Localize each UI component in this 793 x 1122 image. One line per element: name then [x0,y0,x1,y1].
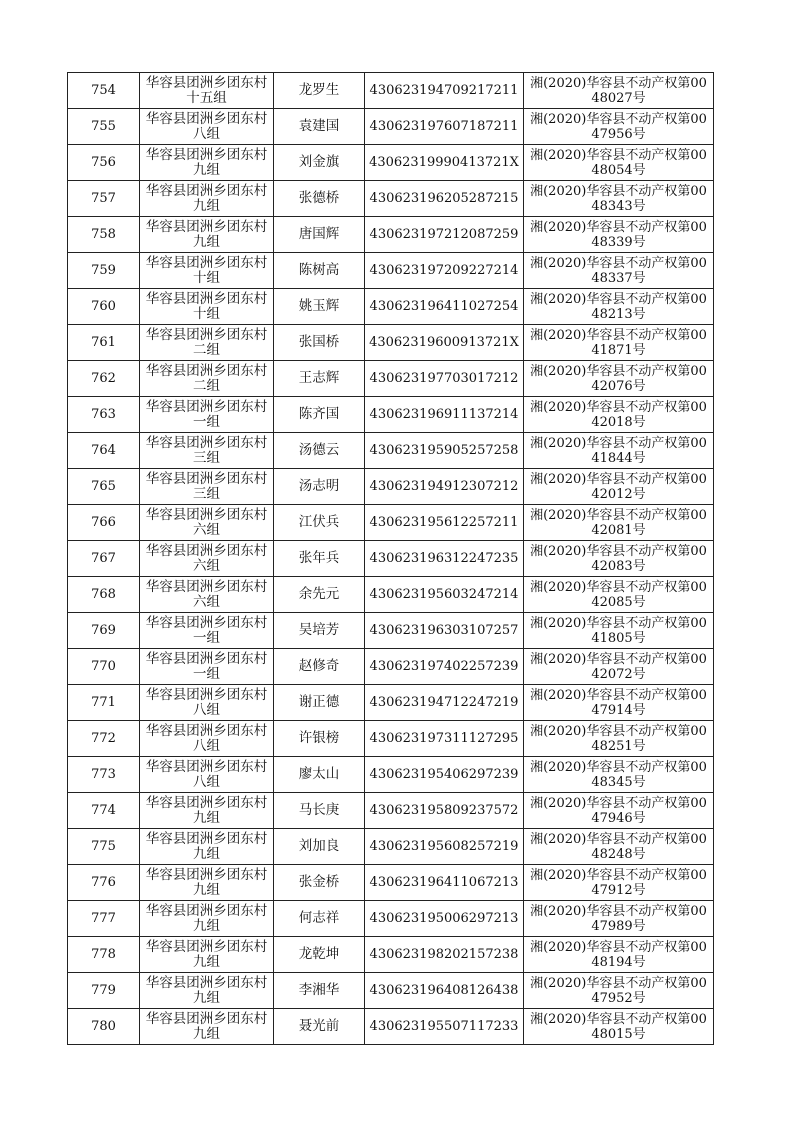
certificate-cell: 湘(2020)华容县不动产权第0042081号 [524,505,714,541]
certificate-cell: 湘(2020)华容县不动产权第0047914号 [524,685,714,721]
certificate-cell: 湘(2020)华容县不动产权第0042085号 [524,577,714,613]
table-row [68,217,714,253]
owner-name-cell: 陈齐国 [274,397,365,433]
id-number-cell: 430623195006297213 [365,901,524,937]
id-number-cell: 430623195507117233 [365,1009,524,1045]
certificate-cell: 湘(2020)华容县不动产权第0047952号 [524,973,714,1009]
row-number: 768 [68,577,140,613]
table-row [68,469,714,505]
id-number-cell: 430623195612257211 [365,505,524,541]
id-number-cell: 430623196303107257 [365,613,524,649]
certificate-cell: 湘(2020)华容县不动产权第0048027号 [524,73,714,109]
table-row [68,505,714,541]
row-number: 765 [68,469,140,505]
address-cell: 华容县团洲乡团东村九组 [140,865,274,901]
owner-name-cell: 汤志明 [274,469,365,505]
owner-name-cell: 何志祥 [274,901,365,937]
address-cell: 华容县团洲乡团东村十组 [140,253,274,289]
row-number: 757 [68,181,140,217]
row-number: 779 [68,973,140,1009]
certificate-cell: 湘(2020)华容县不动产权第0042083号 [524,541,714,577]
id-number-cell: 430623195603247214 [365,577,524,613]
row-number: 754 [68,73,140,109]
table-row [68,1009,714,1045]
table-row [68,829,714,865]
id-number-cell: 430623195809237572 [365,793,524,829]
row-number: 758 [68,217,140,253]
owner-name-cell: 张德桥 [274,181,365,217]
row-number: 755 [68,109,140,145]
table-row [68,433,714,469]
id-number-cell: 430623197209227214 [365,253,524,289]
id-number-cell: 430623198202157238 [365,937,524,973]
table-row [68,325,714,361]
id-number-cell: 430623194709217211 [365,73,524,109]
table-body [68,73,714,1045]
table-row [68,793,714,829]
owner-name-cell: 李湘华 [274,973,365,1009]
id-number-cell: 43062319990413721X [365,145,524,181]
row-number: 762 [68,361,140,397]
table-row [68,289,714,325]
row-number: 756 [68,145,140,181]
certificate-cell: 湘(2020)华容县不动产权第0048248号 [524,829,714,865]
address-cell: 华容县团洲乡团东村六组 [140,577,274,613]
address-cell: 华容县团洲乡团东村九组 [140,937,274,973]
certificate-cell: 湘(2020)华容县不动产权第0048213号 [524,289,714,325]
row-number: 766 [68,505,140,541]
row-number: 777 [68,901,140,937]
owner-name-cell: 唐国辉 [274,217,365,253]
row-number: 780 [68,1009,140,1045]
row-number: 760 [68,289,140,325]
certificate-cell: 湘(2020)华容县不动产权第0048015号 [524,1009,714,1045]
owner-name-cell: 赵修奇 [274,649,365,685]
row-number: 767 [68,541,140,577]
table-row [68,397,714,433]
address-cell: 华容县团洲乡团东村六组 [140,541,274,577]
row-number: 763 [68,397,140,433]
address-cell: 华容县团洲乡团东村八组 [140,685,274,721]
owner-name-cell: 张国桥 [274,325,365,361]
address-cell: 华容县团洲乡团东村二组 [140,325,274,361]
address-cell: 华容县团洲乡团东村八组 [140,109,274,145]
table-row [68,541,714,577]
row-number: 772 [68,721,140,757]
id-number-cell: 430623195406297239 [365,757,524,793]
certificate-cell: 湘(2020)华容县不动产权第0048345号 [524,757,714,793]
address-cell: 华容县团洲乡团东村八组 [140,721,274,757]
owner-name-cell: 袁建国 [274,109,365,145]
id-number-cell: 430623196408126438 [365,973,524,1009]
id-number-cell: 430623195608257219 [365,829,524,865]
table-row [68,145,714,181]
address-cell: 华容县团洲乡团东村一组 [140,613,274,649]
address-cell: 华容县团洲乡团东村八组 [140,757,274,793]
certificate-cell: 湘(2020)华容县不动产权第0047912号 [524,865,714,901]
registration-table [67,72,714,1045]
owner-name-cell: 聂光前 [274,1009,365,1045]
address-cell: 华容县团洲乡团东村六组 [140,505,274,541]
certificate-cell: 湘(2020)华容县不动产权第0048339号 [524,217,714,253]
id-number-cell: 430623194912307212 [365,469,524,505]
table-row [68,973,714,1009]
certificate-cell: 湘(2020)华容县不动产权第0047956号 [524,109,714,145]
owner-name-cell: 张金桥 [274,865,365,901]
owner-name-cell: 姚玉辉 [274,289,365,325]
owner-name-cell: 吴培芳 [274,613,365,649]
id-number-cell: 430623194712247219 [365,685,524,721]
id-number-cell: 430623196911137214 [365,397,524,433]
row-number: 771 [68,685,140,721]
row-number: 773 [68,757,140,793]
table-row [68,253,714,289]
certificate-cell: 湘(2020)华容县不动产权第0042072号 [524,649,714,685]
certificate-cell: 湘(2020)华容县不动产权第0047946号 [524,793,714,829]
certificate-cell: 湘(2020)华容县不动产权第0048194号 [524,937,714,973]
owner-name-cell: 王志辉 [274,361,365,397]
address-cell: 华容县团洲乡团东村三组 [140,469,274,505]
id-number-cell: 430623197311127295 [365,721,524,757]
owner-name-cell: 龙乾坤 [274,937,365,973]
table-row [68,685,714,721]
row-number: 759 [68,253,140,289]
row-number: 774 [68,793,140,829]
address-cell: 华容县团洲乡团东村九组 [140,181,274,217]
owner-name-cell: 刘加良 [274,829,365,865]
address-cell: 华容县团洲乡团东村三组 [140,433,274,469]
table-row [68,721,714,757]
id-number-cell: 430623196411067213 [365,865,524,901]
row-number: 776 [68,865,140,901]
row-number: 775 [68,829,140,865]
address-cell: 华容县团洲乡团东村九组 [140,793,274,829]
table-row [68,613,714,649]
table-row [68,361,714,397]
address-cell: 华容县团洲乡团东村一组 [140,649,274,685]
address-cell: 华容县团洲乡团东村九组 [140,217,274,253]
address-cell: 华容县团洲乡团东村一组 [140,397,274,433]
certificate-cell: 湘(2020)华容县不动产权第0048251号 [524,721,714,757]
table-row [68,73,714,109]
table-row [68,757,714,793]
owner-name-cell: 刘金旗 [274,145,365,181]
table-row [68,865,714,901]
id-number-cell: 430623196205287215 [365,181,524,217]
row-number: 761 [68,325,140,361]
owner-name-cell: 余先元 [274,577,365,613]
owner-name-cell: 廖太山 [274,757,365,793]
table-row [68,109,714,145]
certificate-cell: 湘(2020)华容县不动产权第0042012号 [524,469,714,505]
id-number-cell: 430623196411027254 [365,289,524,325]
table-row [68,649,714,685]
table-row [68,577,714,613]
id-number-cell: 43062319600913721X [365,325,524,361]
address-cell: 华容县团洲乡团东村十五组 [140,73,274,109]
table-row [68,181,714,217]
certificate-cell: 湘(2020)华容县不动产权第0048343号 [524,181,714,217]
certificate-cell: 湘(2020)华容县不动产权第0041871号 [524,325,714,361]
row-number: 770 [68,649,140,685]
certificate-cell: 湘(2020)华容县不动产权第0041844号 [524,433,714,469]
owner-name-cell: 谢正德 [274,685,365,721]
address-cell: 华容县团洲乡团东村九组 [140,829,274,865]
certificate-cell: 湘(2020)华容县不动产权第0047989号 [524,901,714,937]
id-number-cell: 430623197607187211 [365,109,524,145]
owner-name-cell: 汤德云 [274,433,365,469]
owner-name-cell: 龙罗生 [274,73,365,109]
row-number: 769 [68,613,140,649]
address-cell: 华容县团洲乡团东村九组 [140,973,274,1009]
address-cell: 华容县团洲乡团东村二组 [140,361,274,397]
certificate-cell: 湘(2020)华容县不动产权第0048337号 [524,253,714,289]
owner-name-cell: 张年兵 [274,541,365,577]
certificate-cell: 湘(2020)华容县不动产权第0042018号 [524,397,714,433]
certificate-cell: 湘(2020)华容县不动产权第0048054号 [524,145,714,181]
id-number-cell: 430623197402257239 [365,649,524,685]
address-cell: 华容县团洲乡团东村九组 [140,145,274,181]
id-number-cell: 430623196312247235 [365,541,524,577]
row-number: 778 [68,937,140,973]
address-cell: 华容县团洲乡团东村九组 [140,1009,274,1045]
table-row [68,937,714,973]
address-cell: 华容县团洲乡团东村十组 [140,289,274,325]
id-number-cell: 430623195905257258 [365,433,524,469]
owner-name-cell: 陈树高 [274,253,365,289]
table-row [68,901,714,937]
owner-name-cell: 马长庚 [274,793,365,829]
certificate-cell: 湘(2020)华容县不动产权第0041805号 [524,613,714,649]
id-number-cell: 430623197703017212 [365,361,524,397]
row-number: 764 [68,433,140,469]
address-cell: 华容县团洲乡团东村九组 [140,901,274,937]
certificate-cell: 湘(2020)华容县不动产权第0042076号 [524,361,714,397]
owner-name-cell: 江伏兵 [274,505,365,541]
owner-name-cell: 许银榜 [274,721,365,757]
id-number-cell: 430623197212087259 [365,217,524,253]
